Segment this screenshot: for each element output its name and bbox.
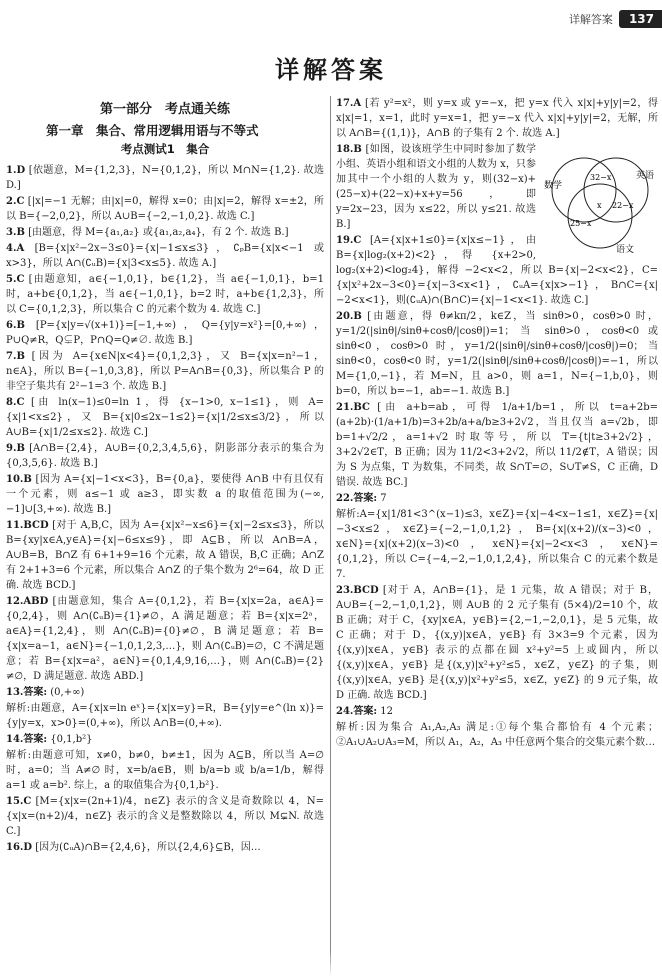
item-text: [由 ln(x−1)≤0=ln 1，得 {x−1>0, x−1≤1}，则 A={x|1<x≤2}，又 B={x|0≤2x−1≤2}={x|1/2≤x≤3/2}，所以 A∪B={x|1/2≤x≤2}. 故选 C.]	[6, 397, 324, 438]
answer-item	[6, 441, 324, 471]
answer-item	[6, 395, 324, 440]
item-text: [对于 A,B,C，因为 A={x|x²−x≤6}={x|−2≤x≤3}，所以 B={xy|x∈A,y∈A}={x|−6≤x≤9}，即 A⊆B，所以 A∩B=A，A∪B=B，B∩Z 有 6+1+9=16 个元素，故 A 错误，B,C 正确；A∩Z 有 2+1+3=6 个元素，所以集合 A∩Z 的子集个数为 2⁶=64，故 D 正确. 故选 BCD.]	[6, 520, 324, 591]
item-text: [依题意，M={1,2,3}，N={0,1,2}，所以 M∩N={1,2}. 故选 D.]	[6, 165, 324, 191]
answer-item	[336, 704, 658, 719]
answer-item	[6, 349, 324, 394]
item-text: [对于 A，A∩B={1}，是 1 元集，故 A 错误；对于 B，A∪B={−2,−1,0,1,2}，则 A∪B 的 2 元子集有 (5×4)/2=10 个，故 B 正确；对于 C，{xy|x∈A，y∈B}={2,−1,−2,0,1}，是 5 元集，故 C 正确；对于 D，{(x,y)|x∈A，y∈B} 有 3×3=9 个元素，因为{(x,y)|x∈A，y∈B} 表示的点都在圆 x²+y²=5 上或圆内，所以{(x,y)|x∈A，y∈B} 是{(x,y)|x²+y²≤5，x∈Z，y∈Z} 的子集，则{(x,y)|x∈A，y∈B} 是{(x,y)|x²+y²≤5，x∈Z，y∈Z} 的 9 元子集，故 D 正确. 故选 BCD.]	[336, 585, 658, 701]
answer-item	[336, 720, 658, 750]
answer-item	[6, 732, 324, 747]
part-heading: 第一部分 考点通关练	[99, 102, 230, 117]
item-number: 16.D	[6, 842, 33, 853]
item-text: 解析:由题意可知，x≠0，b≠0，b≠±1，因为 A⊆B，所以当 A=∅ 时，a=0；当 A≠∅ 时，x=b/a∈B，则 b/a=b 或 b/a=1/b，解得 a=1 或 a=b². 综上，a 的取值集合为{0,1,b²}.	[6, 750, 324, 791]
item-text: [如图，设该班学生中同时参加了数学小组、英语小组和语文小组的人数为 x，只参加其中一个小组的人数为 y，则(32−x)+(25−x)+(22−x)+x+y=56，即 y=2x−23，因为 x≤22，所以 y≤21. 故选 B.]	[336, 144, 536, 230]
item-text: [P={x|y=√(x+1)}=[−1,+∞)，Q={y|y=x²}=[0,+∞)，P∪Q≠R，Q⊊P，P∩Q=Q≠∅. 故选 B.]	[6, 320, 324, 346]
item-text: 7	[380, 493, 387, 504]
item-number: 23.BCD	[336, 585, 379, 596]
answer-item	[6, 748, 324, 793]
answer-item	[6, 241, 324, 271]
page-title: 详解答案	[275, 56, 387, 84]
venn-chinese-label: 语文	[616, 245, 635, 254]
answer-item	[6, 272, 324, 317]
item-number: 8.C	[6, 397, 25, 408]
answer-item	[6, 685, 324, 700]
answer-item	[6, 594, 324, 684]
venn-diagram	[540, 142, 658, 254]
column-divider	[330, 96, 331, 976]
item-number: 17.A	[336, 98, 362, 109]
item-text: {0,1,b²}	[50, 734, 93, 745]
item-text: [B={x|x²−2x−3≤0}={x|−1≤x≤3}，∁ₚB={x|x<−1 或 x>3}，所以 A∩(∁ᵤB)={x|3<x≤5}. 故选 A.]	[6, 243, 324, 269]
item-text: (0,+∞)	[50, 687, 85, 698]
header-label: 详解答案	[568, 13, 613, 26]
item-number: 21.BC	[336, 402, 370, 413]
item-text: [M={x|x=(2n+1)/4，n∈Z} 表示的含义是奇数除以 4，N={x|x=(n+2)/4，n∈Z} 表示的含义是整数除以 4，所以 M⊊N. 故选 C.]	[6, 796, 324, 837]
left-column	[6, 96, 324, 856]
item-text: [若 y²=x²，则 y=x 或 y=−x，把 y=x 代入 x|x|+y|y|=2，得 x|x|=1，x=1，此时 y=x=1，把 y=−x 代入 x|x|+y|y|=2，无解，所以 A∩B={(1,1)}，A∩B 的子集有 2 个. 故选 A.]	[336, 98, 658, 139]
item-text: [由题意，得 M={a₁,a₂} 或{a₁,a₂,a₄}，有 2 个. 故选 B.]	[28, 227, 289, 238]
item-text: [由 a+b=ab，可得 1/a+1/b=1，所以 t=a+2b=(a+2b)·(1/a+1/b)=3+2b/a+a/b≥3+2√2，当且仅当 a=√2b，即 b=1+√2/2，a=1+√2 时取等号，所以 T={t|t≥3+2√2}，3+2√2∈T，B 正确；因为 11/2<3+2√2，所以 11/2∉T，A 错误；因为 S 为点集，T 为数集，不同类，故 S∩T=∅，S∪T≠S，C 正确，D 错误. 故选 BC.]	[336, 402, 659, 488]
item-number: 15.C	[6, 796, 32, 807]
item-text: [A={x|x+1≤0}={x|x≤−1}，由 B={x|log₂(x+2)<2}，得 {x+2>0, log₂(x+2)<log₂4}，解得 −2<x<2，所以 B={x|−2<x<2}，C={x|x²+2x−3<0}={x|−3<x<1}，∁ᵤA={x|x>−1}，B∩C={x|−2<x<1}，则(∁ᵤA)∩(B∩C)={x|−1<x<1}. 故选 C.]	[336, 235, 658, 306]
venn-region-math: 32−x	[590, 173, 612, 182]
item-number: 6.B	[6, 320, 25, 331]
venn-region-english: 22−x	[612, 201, 634, 210]
item-number: 14.答案:	[6, 734, 48, 745]
item-number: 1.D	[6, 165, 26, 176]
item-text: 解析:A={x|1/81<3^(x−1)≤3，x∈Z}={x|−4<x−1≤1，x∈Z}={x|−3<x≤2，x∈Z}={−2,−1,0,1,2}，B={x|(x+2)/(x−3)<0，x∈N}={x|(x+2)(x−3)<0，x∈N}={x|−2<x<3，x∈N}={0,1,2}，所以 C={−4,−2,−1,0,1,2,4}，所以集合 C 的元素个数是 7.	[336, 509, 658, 580]
item-text: [A∩B={2,4}，A∪B={0,2,3,4,5,6}，阴影部分表示的集合为{0,3,5,6}. 故选 B.]	[6, 443, 324, 469]
item-text: 解析:因为集合 A₁,A₂,A₃ 满足:①每个集合都恰有 4 个元素；②A₁∪A₂∪A₃=M，所以 A₁，A₂，A₃ 中任意两个集合的交集元素个数…	[336, 722, 658, 748]
answer-item	[336, 491, 658, 506]
item-number: 2.C	[6, 196, 25, 207]
page-header	[569, 8, 662, 30]
answer-item	[336, 583, 658, 703]
item-text: [因为(∁ᵤA)∩B={2,4,6}，所以{2,4,6}⊆B，因…	[35, 842, 261, 853]
item-number: 3.B	[6, 227, 25, 238]
answer-item	[6, 794, 324, 839]
item-text: [由题意知，a∈{−1,0,1}，b∈{1,2}，当 a∈{−1,0,1}，b=1 时，a+b∈{0,1,2}，当 a∈{−1,0,1}，b=2 时，a+b∈{1,2,3}，所以 C={0,1,2,3}，所以集合 C 的元素个数为 4. 故选 C.]	[6, 274, 324, 315]
answer-item	[6, 194, 324, 224]
item-number: 10.B	[6, 474, 32, 485]
answer-item	[336, 400, 658, 490]
answer-item	[336, 309, 658, 399]
test-heading: 考点测试1 集合	[120, 142, 210, 156]
page-number: 137	[619, 10, 662, 28]
answer-item	[6, 472, 324, 517]
item-text: 12	[380, 706, 394, 717]
item-number: 5.C	[6, 274, 25, 285]
answer-item	[6, 518, 324, 593]
item-number: 22.答案:	[336, 493, 378, 504]
chapter-heading: 第一章 集合、常用逻辑用语与不等式	[46, 123, 259, 138]
item-number: 12.ABD	[6, 596, 49, 607]
item-number: 18.B	[336, 144, 362, 155]
item-text: [|x|=−1 无解；由|x|=0，解得 x=0；由|x|=2，解得 x=±2，所以 B={−2,0,2}，所以 A∪B={−2,−1,0,2}. 故选 C.]	[6, 196, 324, 222]
answer-item	[6, 163, 324, 193]
venn-region-center: x	[597, 201, 602, 210]
answer-item	[336, 507, 658, 582]
answer-item	[6, 701, 324, 731]
left-answer-list	[6, 163, 324, 855]
answer-item	[6, 225, 324, 240]
item-number: 4.A	[6, 243, 25, 254]
item-number: 19.C	[336, 235, 362, 246]
venn-region-chinese: 25−x	[570, 219, 592, 228]
item-number: 24.答案:	[336, 706, 378, 717]
answer-item	[336, 96, 658, 141]
item-text: 解析:由题意，A={x|x=ln eˣ}={x|x=y}=R，B={y|y=e^(ln x)}={y|y=x，x>0}=(0,+∞)，所以 A∩B=(0,+∞).	[6, 703, 324, 729]
item-text: [因为 A={x∈N|x<4}={0,1,2,3}，又 B={x|x=n²−1，n∈A}，所以 B={−1,0,3,8}，所以 P=A∩B={0,3}，所以集合 P 的非空子集共有 2²−1=3 个. 故选 B.]	[6, 351, 324, 392]
right-answer-list	[336, 96, 658, 750]
venn-math-label: 数学	[544, 181, 563, 191]
answer-item	[6, 318, 324, 348]
venn-english-label: 英语	[636, 171, 655, 181]
item-text: [由题意知，集合 A={0,1,2}，若 B={x|x=2a，a∈A}={0,2,4}，则 A∩(∁ᵤB)={1}≠∅，A 满足题意；若 B={x|x=2ᵃ，a∈A}={1,2,4}，则 A∩(∁ᵤB)={0}≠∅，B 满足题意；若 B={x|x=a−1，a∈N}={−1,0,1,2,3,…}，则 A∩(∁ᵤB)=∅，C 不满足题意；若 B={x|x=a²，a∈N}={0,1,4,9,16,…}，则 A∩(∁ᵤB)={2}≠∅，D 满足题意. 故选 ABD.]	[6, 596, 325, 682]
item-number: 20.B	[336, 311, 362, 322]
item-number: 9.B	[6, 443, 25, 454]
item-text: [因为 A={x|−1<x<3}，B={0,a}，要使得 A∩B 中有且仅有一个元素，则 a≤−1 或 a≥3，即实数 a 的取值范围为(−∞,−1]∪[3,+∞). 故选 B.]	[6, 474, 324, 515]
bottom-fade	[0, 950, 662, 976]
item-text: [由题意，得 θ≠kπ/2，k∈Z，当 sinθ>0，cosθ>0 时，y=1/2(|sinθ|/sinθ+cosθ/|cosθ|)=1；当 sinθ>0，cosθ<0 或 sinθ<0，cosθ>0 时，y=1/2(|sinθ|/sinθ+cosθ/|cosθ|)=0；当 sinθ<0，cosθ<0 时，y=1/2(|sinθ|/sinθ+cosθ/|cosθ|)=−1，所以 M={1,0,−1}，若 M=N，且 a>0，则 a=1，N={−1,b,0}，则 b=0，所以 b=−1，ab=−1. 故选 B.]	[336, 311, 658, 397]
answer-item	[6, 840, 324, 855]
item-number: 13.答案:	[6, 687, 48, 698]
item-number: 11.BCD	[6, 520, 49, 531]
item-number: 7.B	[6, 351, 25, 362]
right-column	[336, 96, 658, 751]
